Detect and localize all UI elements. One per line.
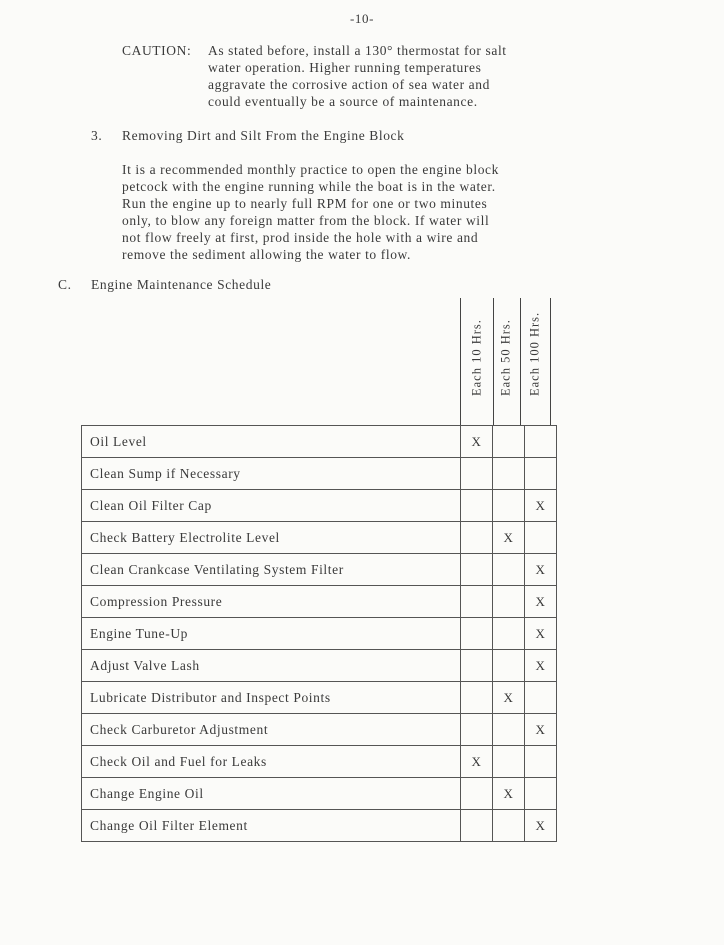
interval-mark-cell (461, 458, 493, 490)
page-number: -10- (349, 11, 375, 26)
interval-mark-cell (461, 490, 493, 522)
interval-mark-cell (525, 458, 557, 490)
interval-mark-cell (493, 458, 525, 490)
interval-mark-cell (461, 650, 493, 682)
task-cell: Check Oil and Fuel for Leaks (82, 746, 461, 778)
table-row (82, 810, 557, 842)
interval-mark-cell (461, 810, 493, 842)
task-cell: Adjust Valve Lash (82, 650, 461, 682)
task-cell: Clean Sump if Necessary (82, 458, 461, 490)
interval-mark-cell: X (525, 586, 557, 618)
interval-mark-cell: X (525, 618, 557, 650)
interval-mark-cell (461, 714, 493, 746)
interval-mark-cell (493, 490, 525, 522)
task-cell: Engine Tune-Up (82, 618, 461, 650)
table-row (82, 554, 557, 586)
table-row (82, 778, 557, 810)
task-cell: Check Battery Electrolite Level (82, 522, 461, 554)
interval-mark-cell (461, 618, 493, 650)
table-row (82, 426, 557, 458)
caution-text (208, 42, 608, 110)
table-row (82, 522, 557, 554)
interval-mark-cell (493, 810, 525, 842)
interval-mark-cell: X (525, 554, 557, 586)
table-row (82, 682, 557, 714)
caution-line: aggravate the corrosive action of sea water and (208, 77, 490, 92)
interval-mark-cell (461, 554, 493, 586)
interval-mark-cell (493, 714, 525, 746)
interval-mark-cell (493, 618, 525, 650)
section-c-title: Engine Maintenance Schedule (91, 277, 272, 292)
column-header-label: Each 100 Hrs. (527, 311, 542, 396)
interval-mark-cell: X (493, 778, 525, 810)
interval-mark-cell (525, 778, 557, 810)
interval-mark-cell: X (461, 426, 493, 458)
interval-mark-cell: X (461, 746, 493, 778)
table-row (82, 714, 557, 746)
column-header-label: Each 50 Hrs. (498, 319, 513, 396)
column-header-100hrs (520, 298, 551, 425)
table-row (82, 490, 557, 522)
interval-mark-cell: X (525, 490, 557, 522)
task-cell: Lubricate Distributor and Inspect Points (82, 682, 461, 714)
caution-line: As stated before, install a 130° thermostat for salt (208, 43, 507, 58)
caution-line: water operation. Higher running temperatures (208, 60, 482, 75)
interval-mark-cell: X (493, 682, 525, 714)
interval-mark-cell: X (525, 810, 557, 842)
interval-mark-cell (493, 426, 525, 458)
body-line: only, to blow any foreign matter from the block. If water will (122, 213, 490, 228)
interval-mark-cell (525, 522, 557, 554)
interval-mark-cell (461, 778, 493, 810)
column-header-10hrs (460, 298, 494, 425)
caution-label: CAUTION: (122, 43, 192, 58)
table-row (82, 618, 557, 650)
task-cell: Change Oil Filter Element (82, 810, 461, 842)
table-row (82, 458, 557, 490)
schedule-body (82, 426, 557, 842)
interval-mark-cell (493, 554, 525, 586)
interval-mark-cell: X (493, 522, 525, 554)
body-line: remove the sediment allowing the water to flow. (122, 247, 411, 262)
column-header-50hrs (492, 298, 521, 425)
task-cell: Compression Pressure (82, 586, 461, 618)
body-line: petcock with the engine running while the boat is in the water. (122, 179, 496, 194)
interval-mark-cell (493, 650, 525, 682)
interval-mark-cell (525, 426, 557, 458)
task-cell: Change Engine Oil (82, 778, 461, 810)
section-c-letter: C. (58, 277, 72, 292)
interval-mark-cell (493, 586, 525, 618)
interval-mark-cell (493, 746, 525, 778)
body-line: It is a recommended monthly practice to open the engine block (122, 162, 499, 177)
section-3-title: Removing Dirt and Silt From the Engine Block (122, 128, 405, 143)
interval-mark-cell (525, 682, 557, 714)
section-3-body (122, 161, 499, 263)
interval-mark-cell: X (525, 714, 557, 746)
body-line: not flow freely at first, prod inside the hole with a wire and (122, 230, 479, 245)
table-row (82, 650, 557, 682)
caution-line: could eventually be a source of maintenance. (208, 94, 478, 109)
task-cell: Oil Level (82, 426, 461, 458)
interval-mark-cell (461, 682, 493, 714)
section-3-number: 3. (91, 128, 103, 143)
body-line: Run the engine up to nearly full RPM for one or two minutes (122, 196, 488, 211)
column-header-label: Each 10 Hrs. (469, 319, 484, 396)
task-cell: Clean Crankcase Ventilating System Filter (82, 554, 461, 586)
maintenance-schedule-table (81, 425, 557, 842)
table-row (82, 746, 557, 778)
interval-mark-cell (525, 746, 557, 778)
interval-mark-cell (461, 522, 493, 554)
interval-mark-cell: X (525, 650, 557, 682)
task-cell: Clean Oil Filter Cap (82, 490, 461, 522)
interval-mark-cell (461, 586, 493, 618)
table-row (82, 586, 557, 618)
task-cell: Check Carburetor Adjustment (82, 714, 461, 746)
